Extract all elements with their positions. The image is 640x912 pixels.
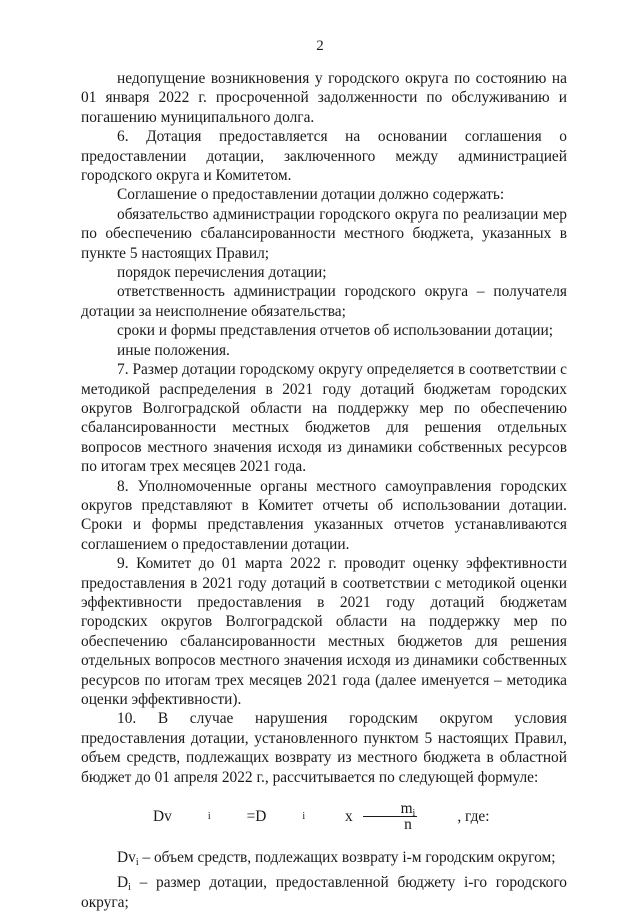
paragraph-6: 6. Дотация предоставляется на основании соглашения о предоставлении дотации, заключенного между администрацией городского округа и Комитетом.	[81, 128, 567, 185]
formula-times: x	[341, 807, 357, 825]
formula-denominator: n	[404, 816, 412, 834]
paragraph-other: иные положения.	[117, 341, 230, 359]
paragraph-9: 9. Комитет до 01 марта 2022 г. проводит оценку эффективности предоставления в 2021 году дотаций в соответствии с методикой оценки эффективности предоставления в 2021 году дотаций бюджетам городских округов Волгоградской области на поддержку мер по обеспечению сбалансированности местных бюджетов для решения отдельных вопросов местного значения исходя из динамики собственных ресурсов по итогам трех месяцев 2021 года (далее именуется – методика оценки эффективности).	[81, 555, 567, 708]
formula-eq: =D	[246, 807, 267, 825]
paragraph-10: 10. В случае нарушения городским округом условия предоставления дотации, установленного пунктом 5 настоящих Правил, объем средств, подлежащих возврату из местного бюджета в областной бюджет до 01 апреля 2022 г., рассчитывается по следующей формуле:	[81, 710, 567, 786]
paragraph-7: 7. Размер дотации городскому округу определяется в соответствии с методикой распределения в 2021 году дотаций бюджетам городских округов Волгоградской области на поддержку мер по обеспечению сбалансированности местных бюджетов для решения отдельных вопросов местного значения исходя из динамики собственных ресурсов по итогам трех месяцев 2021 года.	[81, 361, 567, 476]
paragraph-agreement-intro: Соглашение о предоставлении дотации должно содержать:	[117, 186, 505, 204]
page-number: 2	[316, 38, 324, 54]
paragraph-obligation: обязательство администрации городского округа по реализации мер по обеспечению сбалансированности местного бюджета, указанных в пункте 5 настоящих Правил;	[81, 205, 567, 262]
formula-numerator: $m_i$	[363, 801, 418, 817]
paragraph-report-terms: сроки и формы представления отчетов об использовании дотации;	[117, 322, 554, 340]
paragraph-responsibility: ответственность администрации городского округа – получателя дотации за неисполнение обязательства;	[81, 283, 567, 320]
paragraph-transfer-order: порядок перечисления дотации;	[117, 264, 327, 282]
formula-suffix: , где:	[457, 807, 490, 825]
document-body	[81, 69, 567, 912]
formula-fraction	[363, 801, 418, 832]
formula-lhs: Dv	[153, 807, 172, 825]
refund-formula: Dv i =D i x $\frac{m_i}{n}$ , где:	[81, 801, 567, 832]
definition-dv: $Dv_i$ – объем средств, подлежащих возврату i-м городским округом;	[117, 849, 556, 869]
paragraph-continuation: недопущение возникновения у городского округа по состоянию на 01 января 2022 г. просроченной задолженности по обслуживанию и погашению муниципального долга.	[81, 70, 567, 126]
definition-d: $D_i$ – размер дотации, предоставленной бюджету i-го городского округа;	[81, 874, 567, 911]
paragraph-8: 8. Уполномоченные органы местного самоуправления городских округов представляют в Комитет отчеты об использовании дотации. Сроки и формы представления указанных отчетов устанавливаются соглашением о предоставлении дотации.	[81, 477, 567, 553]
